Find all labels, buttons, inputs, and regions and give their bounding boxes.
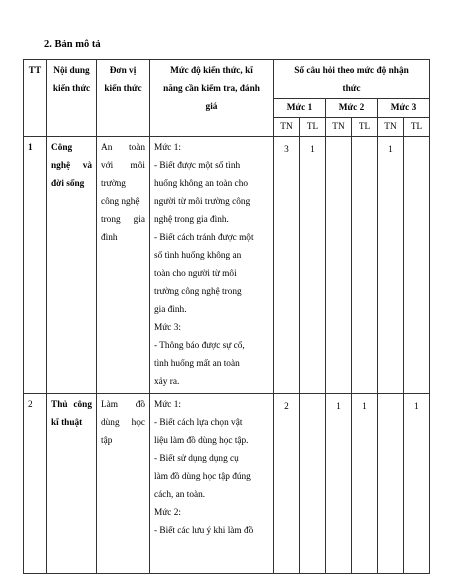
col-header-content: Nội dung kiến thức (47, 60, 97, 137)
table-row (24, 137, 430, 394)
level-header-2: Mức 2 (326, 99, 378, 118)
col-header-tt: TT (24, 60, 47, 137)
row-content: Công nghệ và đời sống (47, 137, 97, 394)
sub-header: TN (378, 118, 404, 137)
count-cell: 1 (352, 394, 378, 574)
count-cell: 1 (300, 137, 326, 394)
sub-header: TN (326, 118, 352, 137)
count-cell (404, 137, 430, 394)
row-details: Mức 1: - Biết cách lựa chọn vật liệu làm đồ dùng học tập. - Biết sử dụng dụng cụ làm đồ dùng học tập đúng cách, an toàn. Mức 2: - Biết các lưu ý khi làm đồ (150, 394, 274, 574)
sub-header: TL (352, 118, 378, 137)
row-content: Thủ công kĩ thuật (47, 394, 97, 574)
sub-header: TL (404, 118, 430, 137)
row-tt: 2 (24, 394, 47, 574)
level-header-1: Mức 1 (274, 99, 326, 118)
col-header-unit: Đơn vị kiến thức (97, 60, 150, 137)
count-cell: 3 (274, 137, 300, 394)
count-cell: 1 (326, 394, 352, 574)
count-cell: 1 (404, 394, 430, 574)
row-details: Mức 1: - Biết được một số tình huống không an toàn cho người từ môi trường công nghệ trong gia đình. - Biết cách tránh được một số tình huống không an toàn cho người từ môi trường công nghệ trong gia đình. Mức 3: - Thông báo được sự cố, tình huống mất an toàn xảy ra. (150, 137, 274, 394)
sub-header: TL (300, 118, 326, 137)
specification-table (23, 59, 430, 574)
row-tt: 1 (24, 137, 47, 394)
section-heading: 2. Bản mô tả (44, 39, 101, 50)
col-header-question-count: Số câu hỏi theo mức độ nhận thức (274, 60, 430, 99)
row-unit: An toàn với môi trường công nghệ trong gia đình (97, 137, 150, 394)
level-header-3: Mức 3 (378, 99, 430, 118)
sub-header: TN (274, 118, 300, 137)
col-header-level-desc: Mức độ kiến thức, kĩ năng cần kiểm tra, đánh giá (150, 60, 274, 137)
count-cell (326, 137, 352, 394)
count-cell: 1 (378, 137, 404, 394)
table-row (24, 394, 430, 574)
count-cell: 2 (274, 394, 300, 574)
count-cell (378, 394, 404, 574)
row-unit: Làm đồ dùng học tập (97, 394, 150, 574)
count-cell (300, 394, 326, 574)
count-cell (352, 137, 378, 394)
